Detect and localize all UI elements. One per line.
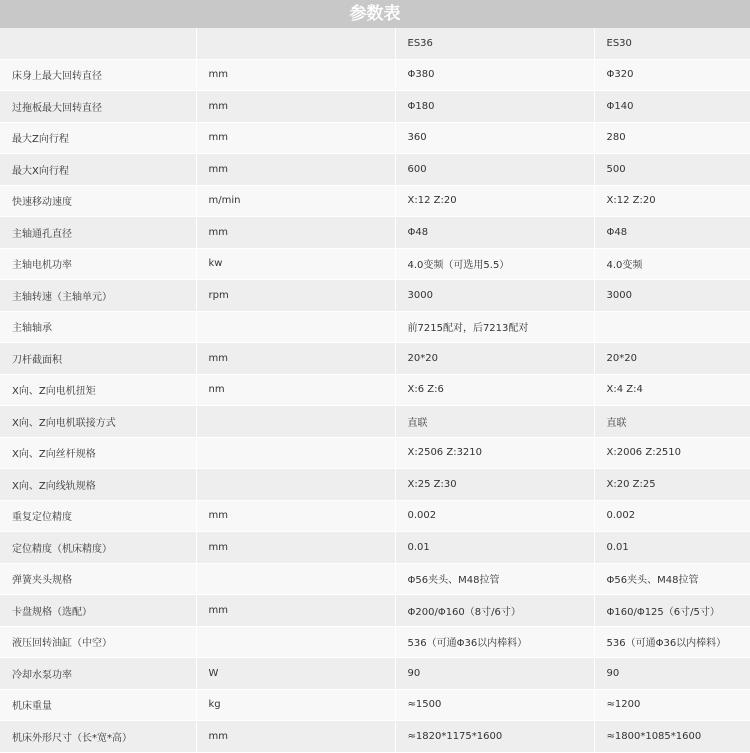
param-name-cell: 主轴通孔直径 <box>0 217 196 249</box>
unit-cell: kg <box>196 689 395 721</box>
es30-value-cell: X:2006 Z:2510 <box>594 437 750 469</box>
param-name-cell: 液压回转油缸（中空） <box>0 626 196 658</box>
unit-cell <box>196 28 395 59</box>
table-row <box>0 500 750 532</box>
param-name-cell: 过拖板最大回转直径 <box>0 91 196 123</box>
es30-value-cell: ES30 <box>594 28 750 59</box>
table-row <box>0 563 750 595</box>
param-name-cell: 最大X向行程 <box>0 154 196 186</box>
param-name-cell: 重复定位精度 <box>0 500 196 532</box>
es36-value-cell: 3000 <box>395 280 594 312</box>
unit-cell: nm <box>196 374 395 406</box>
es30-value-cell: 直联 <box>594 406 750 438</box>
es30-value-cell: 500 <box>594 154 750 186</box>
es36-value-cell: 前7215配对，后7213配对 <box>395 311 594 343</box>
es36-value-cell: 0.002 <box>395 500 594 532</box>
es30-value-cell: ≈1200 <box>594 689 750 721</box>
param-name-cell: 主轴电机功率 <box>0 248 196 280</box>
param-name-cell: 冷却水泵功率 <box>0 658 196 690</box>
es30-value-cell <box>594 311 750 343</box>
es30-value-cell: X:4 Z:4 <box>594 374 750 406</box>
table-row <box>0 721 750 753</box>
unit-cell: mm <box>196 343 395 375</box>
table-row <box>0 469 750 501</box>
unit-cell: mm <box>196 532 395 564</box>
unit-cell: mm <box>196 217 395 249</box>
unit-cell: rpm <box>196 280 395 312</box>
param-name-cell: 床身上最大回转直径 <box>0 59 196 91</box>
param-name-cell: X向、Z向电机扭矩 <box>0 374 196 406</box>
param-name-cell: 卡盘规格（选配） <box>0 595 196 627</box>
unit-cell: mm <box>196 500 395 532</box>
page-title: 参数表 <box>0 0 750 28</box>
es36-value-cell: 20*20 <box>395 343 594 375</box>
unit-cell <box>196 406 395 438</box>
es36-value-cell: X:25 Z:30 <box>395 469 594 501</box>
es30-value-cell: 0.01 <box>594 532 750 564</box>
es36-value-cell: 600 <box>395 154 594 186</box>
param-name-cell: 刀杆截面积 <box>0 343 196 375</box>
table-row <box>0 122 750 154</box>
es36-value-cell: Φ380 <box>395 59 594 91</box>
param-name-cell: 快速移动速度 <box>0 185 196 217</box>
table-row <box>0 374 750 406</box>
es36-value-cell: 4.0变频（可选用5.5） <box>395 248 594 280</box>
es36-value-cell: ≈1820*1175*1600 <box>395 721 594 753</box>
unit-cell <box>196 311 395 343</box>
param-name-cell: 弹簧夹头规格 <box>0 563 196 595</box>
unit-cell: mm <box>196 91 395 123</box>
es36-value-cell: 直联 <box>395 406 594 438</box>
unit-cell <box>196 626 395 658</box>
param-name-cell: 机床重量 <box>0 689 196 721</box>
table-row <box>0 311 750 343</box>
es30-value-cell: 0.002 <box>594 500 750 532</box>
es36-value-cell: X:2506 Z:3210 <box>395 437 594 469</box>
param-name-cell: 定位精度（机床精度） <box>0 532 196 564</box>
unit-cell: W <box>196 658 395 690</box>
es36-value-cell: X:6 Z:6 <box>395 374 594 406</box>
unit-cell: mm <box>196 721 395 753</box>
es30-value-cell: 20*20 <box>594 343 750 375</box>
es30-value-cell: 90 <box>594 658 750 690</box>
unit-cell: mm <box>196 154 395 186</box>
spec-table <box>0 28 750 753</box>
param-name-cell: X向、Z向线轨规格 <box>0 469 196 501</box>
es30-value-cell: ≈1800*1085*1600 <box>594 721 750 753</box>
es36-value-cell: ≈1500 <box>395 689 594 721</box>
table-header-row <box>0 28 750 59</box>
table-row <box>0 154 750 186</box>
es30-value-cell: Φ320 <box>594 59 750 91</box>
unit-cell: mm <box>196 122 395 154</box>
table-row <box>0 658 750 690</box>
es36-value-cell: Φ56夹头、M48拉管 <box>395 563 594 595</box>
unit-cell <box>196 437 395 469</box>
es36-value-cell: Φ200/Φ160（8寸/6寸） <box>395 595 594 627</box>
table-row <box>0 248 750 280</box>
table-row <box>0 59 750 91</box>
table-row <box>0 217 750 249</box>
es30-value-cell: 280 <box>594 122 750 154</box>
es30-value-cell: Φ160/Φ125（6寸/5寸） <box>594 595 750 627</box>
table-row <box>0 595 750 627</box>
unit-cell: m/min <box>196 185 395 217</box>
table-row <box>0 343 750 375</box>
es30-value-cell: 4.0变频 <box>594 248 750 280</box>
es30-value-cell: 536（可通Φ36以内棒料） <box>594 626 750 658</box>
table-row <box>0 280 750 312</box>
unit-cell <box>196 469 395 501</box>
unit-cell <box>196 563 395 595</box>
param-name-cell: X向、Z向电机联接方式 <box>0 406 196 438</box>
param-name-cell: X向、Z向丝杆规格 <box>0 437 196 469</box>
param-name-cell: 机床外形尺寸（长*宽*高） <box>0 721 196 753</box>
es36-value-cell: X:12 Z:20 <box>395 185 594 217</box>
es36-value-cell: Φ180 <box>395 91 594 123</box>
es36-value-cell: 0.01 <box>395 532 594 564</box>
unit-cell: mm <box>196 595 395 627</box>
table-row <box>0 532 750 564</box>
param-name-cell: 主轴转速（主轴单元） <box>0 280 196 312</box>
es30-value-cell: Φ140 <box>594 91 750 123</box>
es36-value-cell: ES36 <box>395 28 594 59</box>
unit-cell: kw <box>196 248 395 280</box>
es36-value-cell: Φ48 <box>395 217 594 249</box>
table-row <box>0 406 750 438</box>
table-row <box>0 185 750 217</box>
unit-cell: mm <box>196 59 395 91</box>
table-row <box>0 91 750 123</box>
es36-value-cell: 536（可通Φ36以内棒料） <box>395 626 594 658</box>
table-row <box>0 689 750 721</box>
param-name-cell <box>0 28 196 59</box>
es30-value-cell: Φ48 <box>594 217 750 249</box>
es30-value-cell: X:12 Z:20 <box>594 185 750 217</box>
es36-value-cell: 90 <box>395 658 594 690</box>
es36-value-cell: 360 <box>395 122 594 154</box>
param-name-cell: 最大Z向行程 <box>0 122 196 154</box>
es30-value-cell: X:20 Z:25 <box>594 469 750 501</box>
es30-value-cell: Φ56夹头、M48拉管 <box>594 563 750 595</box>
es30-value-cell: 3000 <box>594 280 750 312</box>
table-row <box>0 626 750 658</box>
table-row <box>0 437 750 469</box>
param-name-cell: 主轴轴承 <box>0 311 196 343</box>
